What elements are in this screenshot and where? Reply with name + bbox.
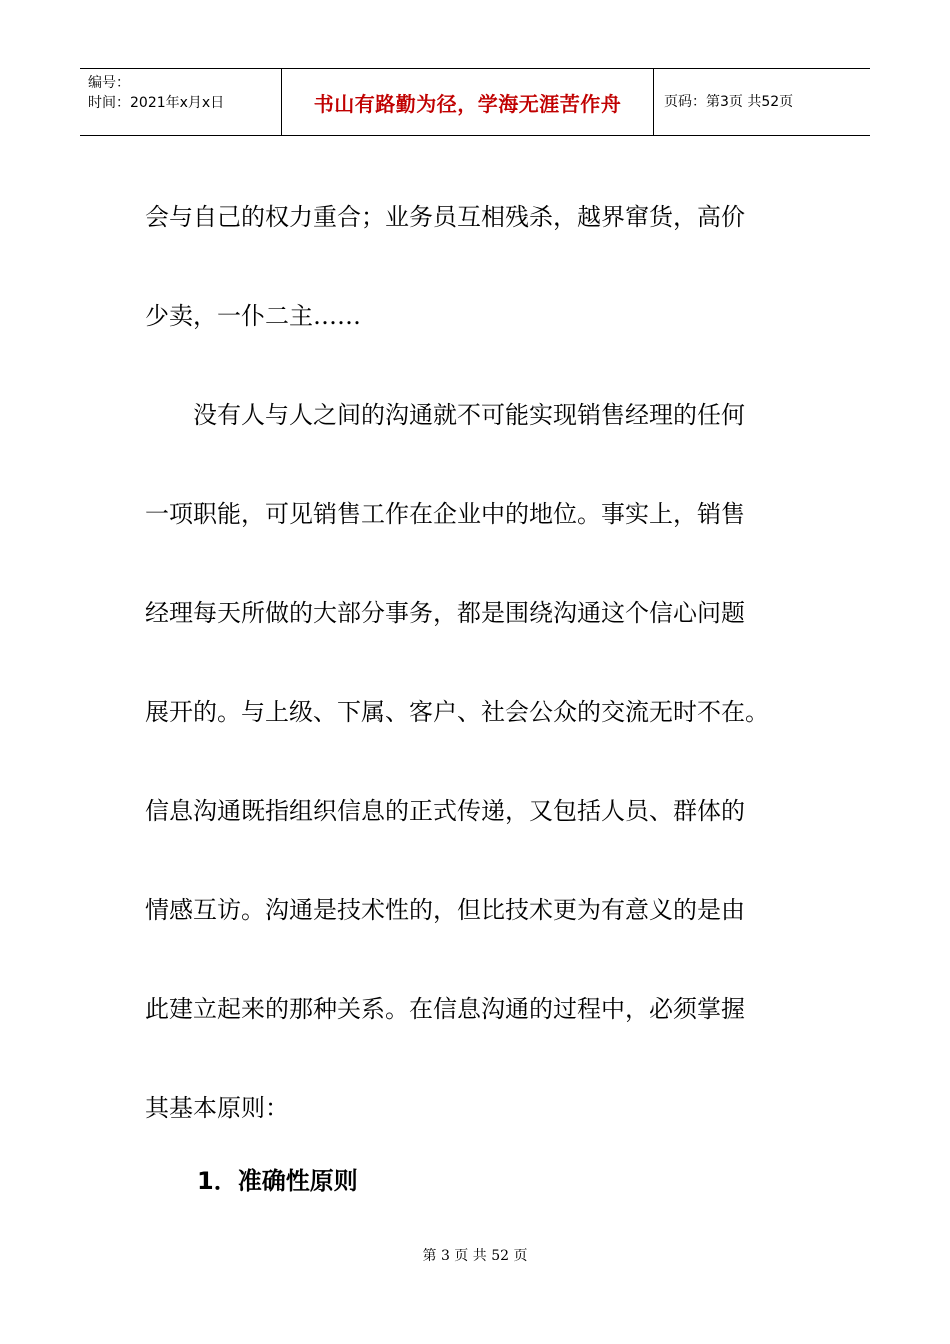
document-body xyxy=(145,168,805,1158)
body-line: 信息沟通既指组织信息的正式传递，又包括人员、群体的 xyxy=(145,797,745,825)
body-line: 没有人与人之间的沟通就不可能实现销售经理的任何 xyxy=(145,401,745,429)
header-meta-cell xyxy=(80,69,282,135)
header-page-cell xyxy=(654,69,870,135)
body-line: 会与自己的权力重合；业务员互相残杀，越界窜货，高价 xyxy=(145,203,745,231)
section-heading: 1．准确性原则 xyxy=(197,1167,358,1195)
header-motto: 书山有路勤为径，学海无涯苦作舟 xyxy=(313,91,622,116)
body-line: 经理每天所做的大部分事务，都是围绕沟通这个信心问题 xyxy=(145,599,745,627)
document-header xyxy=(80,68,870,136)
header-motto-cell xyxy=(282,69,654,135)
body-line: 此建立起来的那种关系。在信息沟通的过程中，必须掌握 xyxy=(145,995,745,1023)
body-line: 展开的。与上级、下属、客户、社会公众的交流无时不在。 xyxy=(145,698,769,726)
header-number-label: 编号： xyxy=(88,75,130,91)
header-time-label: 时间：2021年x月x日 xyxy=(88,95,225,111)
body-line: 情感互访。沟通是技术性的，但比技术更为有意义的是由 xyxy=(145,896,745,924)
body-line: 其基本原则： xyxy=(145,1094,289,1122)
body-line: 少卖，一仆二主…… xyxy=(145,302,361,330)
page-footer xyxy=(0,1246,950,1266)
footer-page-number: 第 3 页 共 52 页 xyxy=(422,1248,528,1264)
body-line: 一项职能，可见销售工作在企业中的地位。事实上，销售 xyxy=(145,500,745,528)
header-page-info: 页码：第3页 共52页 xyxy=(664,94,794,110)
